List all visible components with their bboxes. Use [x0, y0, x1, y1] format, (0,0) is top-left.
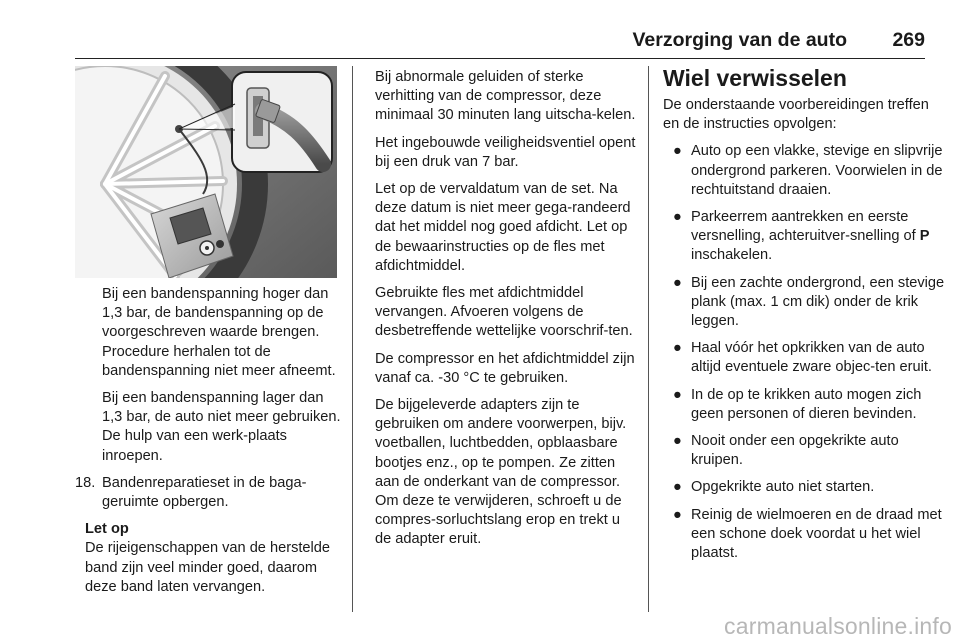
list-item: ● Auto op een vlakke, stevige en slipvrije ondergrond parkeren. Voorwielen in de rechtuitstand draaien.: [673, 143, 943, 198]
bullet-icon: ●: [673, 209, 682, 226]
note-block: [75, 520, 343, 597]
page-header: [75, 24, 925, 59]
list-item: ● Nooit onder een opgekrikte auto kruipen.: [673, 433, 899, 469]
list-item: ● Parkeerrem aantrekken en eerste versnelling, achteruitver‐snelling of P inschakelen.: [673, 209, 930, 264]
bullet-icon: ●: [673, 386, 682, 403]
section-heading: Wiel verwisselen: [663, 65, 847, 91]
list-item: ● Opgekrikte auto niet starten.: [663, 478, 948, 497]
list-item: ● In de op te krikken auto mogen zich geen personen of dieren bevinden.: [673, 386, 922, 422]
header-title: Verzorging van de auto: [632, 29, 847, 51]
left-column: [75, 285, 343, 597]
intro-paragraph: De onderstaande voorbereidingen treffen en de instructies opvolgen:: [663, 97, 929, 133]
list-item: ● Bij een zachte ondergrond, een stevige plank (max. 1 cm dik) onder de krik leggen.: [673, 274, 945, 330]
note-text: De rijeigenschappen van de herstelde band zijn veel minder goed, daarom deze band laten vervangen.: [85, 540, 331, 595]
step-18: [75, 474, 343, 512]
pressure-low-paragraph: Bij een bandenspanning lager dan 1,3 bar, de auto niet meer gebruiken. De hulp van een werk‐plaats inroepen.: [102, 390, 341, 464]
note-title: Let op: [85, 521, 129, 538]
step-text: Bandenreparatieset in de baga‐geruimte opbergen.: [102, 474, 307, 511]
preparation-list: [663, 142, 948, 563]
paragraph: De bijgeleverde adapters zijn te gebruiken om andere voorwerpen, bijv. voetballen, luchtbedden, opblaasbare bootjes enz., op te pompen. Ze zitten aan de onderkant van de compressor. Om deze te verwijderen, schroeft u de compres‐sorluchtslang erop en trekt u de adapter eruit.: [375, 397, 627, 548]
bullet-icon: ●: [673, 340, 682, 357]
bullet-icon: ●: [673, 433, 682, 450]
paragraph: De compressor en het afdichtmiddel zijn vanaf ca. -30 °C te gebruiken.: [375, 350, 635, 386]
step-number: 18.: [75, 474, 96, 491]
page-number: 269: [892, 29, 925, 51]
pressure-high-paragraph: Bij een bandenspanning hoger dan 1,3 bar, de bandenspanning op de voorgeschreven waarde brengen. Procedure herhalen tot de bandenspanning niet meer afneemt.: [102, 286, 336, 379]
paragraph: Let op de vervaldatum van de set. Na deze datum is niet meer gega‐randeerd dat het middel nog goed afdicht. Let op de bewaarinstructies op de fles met afdichtmiddel.: [375, 181, 631, 274]
column-divider-2: [648, 66, 649, 612]
bullet-icon: ●: [673, 143, 682, 160]
tire-repair-kit-illustration: [75, 66, 337, 278]
right-column: [663, 96, 948, 571]
list-item: ● Reinig de wielmoeren en de draad met een schone doek voordat u het wiel plaatst.: [673, 506, 942, 562]
bullet-icon: ●: [673, 274, 682, 291]
watermark: carmanualsonline.info: [724, 613, 952, 639]
paragraph: Bij abnormale geluiden of sterke verhitting van de compressor, deze minimaal 30 minuten lang uitscha‐kelen.: [375, 69, 636, 124]
column-divider-1: [352, 66, 353, 612]
paragraph: Gebruikte fles met afdichtmiddel vervangen. Afvoeren volgens de desbetreffende wettelijke voorschrif‐ten.: [375, 285, 633, 340]
gear-p-label: P: [919, 228, 930, 245]
bullet-icon: ●: [673, 506, 682, 523]
paragraph: Het ingebouwde veiligheidsventiel opent bij een druk van 7 bar.: [375, 134, 636, 170]
list-item: ● Haal vóór het opkrikken van de auto altijd eventuele zware objec‐ten eruit.: [673, 340, 932, 376]
middle-column: [375, 68, 637, 558]
bullet-icon: ●: [673, 479, 682, 496]
